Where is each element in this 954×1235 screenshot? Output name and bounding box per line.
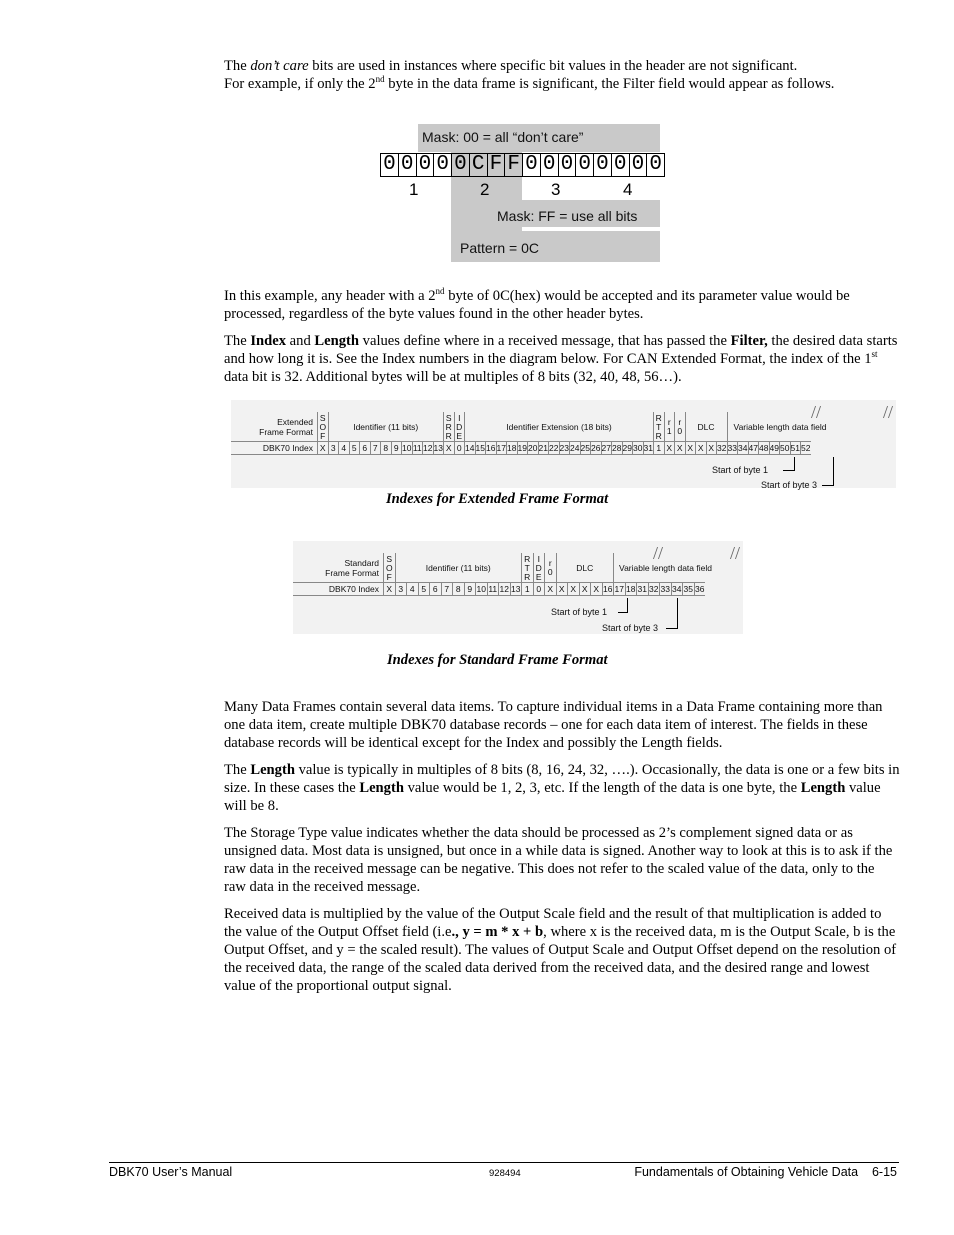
index-cell: 50 — [780, 443, 790, 453]
index-cell: 26 — [591, 443, 601, 453]
bold-formula: ., y = m * x + b — [451, 924, 544, 940]
index-cell: 35 — [683, 584, 693, 594]
index-cell: 11 — [412, 443, 422, 453]
index-cell: 4 — [406, 582, 418, 596]
index-cell: X — [383, 582, 395, 596]
ide-field: I D E — [533, 553, 545, 583]
text: bits are used in instances where specific bit values in the header are not significant. — [308, 58, 798, 74]
index-row — [293, 582, 705, 596]
index-cell: 30 — [633, 443, 643, 453]
dlc-field: DLC — [685, 412, 727, 442]
index-cell: X — [695, 441, 706, 455]
index-cell: X — [317, 441, 328, 455]
text: data bit is 32. Additional bytes will be at multiples of 8 bits (32, 40, 48, 56…). — [224, 369, 682, 385]
hex-digit-cell: C — [469, 153, 488, 177]
sof-field: S O F — [383, 553, 395, 583]
text: Many Data Frames contain several data items. To capture individual items in a Data Frame containing more than one data item, create multiple DBK70 database records – one for each data item of interest. The fields in these database records will be identical except for the Index and possibly the Length fields. — [224, 699, 883, 751]
identifier-extension-field: Identifier Extension (18 bits) — [464, 412, 653, 442]
index-cell: 12 — [499, 584, 509, 594]
index-cell: 29 — [622, 443, 632, 453]
hex-digit-cell: 0 — [593, 153, 612, 177]
index-cell: 16 — [603, 584, 613, 594]
footer-doc-number: 928494 — [489, 1168, 521, 1179]
callout-line — [627, 598, 628, 613]
pattern-label: Pattern = 0C — [460, 240, 539, 256]
index-cell: 14 — [465, 443, 475, 453]
emphasis-text: don’t care — [250, 58, 309, 74]
text: The Storage Type value indicates whether the data should be processed as 2’s complement signed data or as unsigned data. Most data is unsigned, but once in a while data is signed. Another way to look at this is to ask if the raw data in the received message can be negative. This does not refer to the scaled value of the data, only to the raw data in the received message. — [224, 825, 893, 895]
text: Received data is multiplied by the value of the Output Scale field and the result of that multiplication is added to the value of the Output Offset field (i.e — [224, 906, 882, 940]
hex-digit-cell: 0 — [433, 153, 452, 177]
index-cell: 15 — [475, 443, 485, 453]
index-cell: 31 — [643, 443, 653, 453]
break-mark: // — [811, 402, 822, 422]
text: value is typically in multiples of 8 bits (8, 16, 24, 32, ….). Occasionally, the data is one or a few bits in size. In these cases the — [224, 762, 900, 796]
index-cell: X — [685, 441, 696, 455]
r0-field: r 0 — [674, 412, 685, 442]
index-cell: 32 — [649, 584, 659, 594]
index-cell: 6 — [429, 582, 441, 596]
index-cell: 11 — [488, 584, 498, 594]
index-cell: 49 — [769, 443, 779, 453]
page-footer — [109, 1162, 899, 1179]
footer-section-page: Fundamentals of Obtaining Vehicle Data 6-15 — [634, 1165, 897, 1179]
index-cell: 13 — [511, 584, 521, 594]
text: byte of 0C(hex) would be accepted and its parameter value would be processed, regardless of the byte values found in the other header bytes. — [224, 288, 850, 322]
text: and — [286, 333, 315, 349]
index-cell: X — [544, 582, 556, 596]
index-cell: 22 — [549, 443, 559, 453]
index-cell: 34 — [738, 443, 748, 453]
srr-field: S R R — [443, 412, 454, 442]
hex-digit-cell: 0 — [451, 153, 470, 177]
index-cell: 8 — [452, 582, 464, 596]
text: For example, if only the 2 — [224, 76, 376, 92]
identifier-field: Identifier (11 bits) — [328, 412, 444, 442]
index-cell: 21 — [538, 443, 548, 453]
text: value would be 1, 2, 3, etc. If the length of the data is one byte, the — [403, 780, 801, 796]
callout-line — [794, 457, 795, 471]
example-paragraph — [224, 287, 900, 323]
field-header-row — [231, 412, 833, 442]
intro-paragraph — [224, 57, 900, 93]
break-mark: // — [730, 543, 741, 563]
index-cell: 0 — [533, 582, 545, 596]
byte-number-2: 2 — [480, 180, 490, 199]
index-cell: 20 — [528, 443, 538, 453]
index-cell: X — [567, 582, 579, 596]
superscript: nd — [375, 74, 385, 84]
index-cell: 25 — [580, 443, 590, 453]
index-row-label: DBK70 Index — [293, 582, 383, 596]
length-paragraph — [224, 761, 900, 815]
index-cell: 34 — [672, 584, 682, 594]
text: The — [224, 762, 251, 778]
r0-field: r 0 — [544, 553, 556, 583]
start-of-byte-3-label: Start of byte 3 — [761, 480, 818, 490]
index-cell: 5 — [349, 441, 360, 455]
index-cell: 31 — [637, 584, 647, 594]
frame-format-label: Standard Frame Format — [325, 558, 379, 578]
hex-digit-cell: 0 — [646, 153, 665, 177]
index-cell: 0 — [454, 441, 465, 455]
index-cell: 18 — [507, 443, 517, 453]
data-items-paragraph — [224, 698, 900, 752]
bold-text: Length — [314, 333, 360, 349]
hex-digit-cell: 0 — [380, 153, 399, 177]
variable-length-data-field: Variable length data field — [727, 412, 833, 442]
index-cell: 33 — [660, 584, 670, 594]
index-cell: 17 — [614, 584, 624, 594]
index-cell: 10 — [402, 443, 412, 453]
hex-digit-cell: 0 — [558, 153, 577, 177]
index-row — [231, 441, 811, 455]
index-cell: 5 — [418, 582, 430, 596]
index-cell: 7 — [370, 441, 381, 455]
superscript: nd — [435, 286, 445, 296]
index-cell: 4 — [338, 441, 349, 455]
index-cell: 51 — [790, 443, 800, 453]
text: The — [224, 58, 251, 74]
frame-format-label: Extended Frame Format — [259, 417, 313, 437]
variable-length-data-field: Variable length data field — [613, 553, 717, 583]
index-cell: 6 — [359, 441, 370, 455]
start-of-byte-1-label: Start of byte 1 — [712, 465, 769, 475]
index-length-paragraph — [224, 332, 900, 386]
start-of-byte-1-label: Start of byte 1 — [551, 607, 608, 617]
scale-offset-paragraph — [224, 905, 900, 995]
text: The — [224, 333, 251, 349]
bold-text: Length — [250, 762, 295, 778]
storage-type-paragraph — [224, 824, 900, 896]
index-cell: 12 — [423, 443, 433, 453]
hex-digit-cell: 0 — [629, 153, 648, 177]
index-cell: 32 — [717, 443, 727, 453]
sof-field: S O F — [317, 412, 328, 442]
rtr-field: R T R — [521, 553, 533, 583]
bold-text: Filter, — [730, 333, 768, 349]
index-cell: 1 — [653, 441, 664, 455]
index-cell: X — [590, 582, 602, 596]
rtr-field: R T R — [653, 412, 664, 442]
index-cell: 28 — [612, 443, 622, 453]
index-cell: X — [579, 582, 591, 596]
dlc-field: DLC — [556, 553, 614, 583]
byte-number-4: 4 — [623, 180, 633, 199]
standard-caption: Indexes for Standard Frame Format — [387, 652, 608, 668]
index-cell: 47 — [748, 443, 758, 453]
index-cell: 3 — [395, 582, 407, 596]
r1-field: r 1 — [664, 412, 675, 442]
index-cell: 52 — [801, 443, 811, 453]
bold-text: Index — [250, 333, 287, 349]
index-cell: 9 — [464, 582, 476, 596]
extended-caption: Indexes for Extended Frame Format — [386, 491, 609, 507]
index-cell: 16 — [486, 443, 496, 453]
index-cell: X — [664, 441, 675, 455]
hex-digit-cell: F — [504, 153, 523, 177]
start-of-byte-3-label: Start of byte 3 — [602, 623, 659, 633]
hex-digit-cell: 0 — [398, 153, 417, 177]
index-cell: 27 — [601, 443, 611, 453]
text: the desired data starts and how long it is. See the Index numbers in the diagram below. For CAN Extended Format, the index of the 1 — [224, 333, 898, 367]
index-cell: X — [674, 441, 685, 455]
index-cell: X — [556, 582, 568, 596]
superscript: st — [871, 349, 878, 359]
index-cell: 18 — [626, 584, 636, 594]
extended-frame-table — [231, 400, 896, 490]
index-row-label: DBK70 Index — [231, 441, 317, 455]
index-cell: 48 — [759, 443, 769, 453]
text: byte in the data frame is significant, the Filter field would appear as follows. — [384, 76, 835, 92]
callout-line — [833, 457, 834, 486]
index-cell: X — [706, 441, 717, 455]
hex-digit-cell: 0 — [575, 153, 594, 177]
hex-digit-cell: 0 — [540, 153, 559, 177]
standard-frame-table — [293, 541, 743, 636]
index-cell: 23 — [559, 443, 569, 453]
filter-mask-diagram — [380, 124, 664, 264]
footer-manual-title: DBK70 User’s Manual — [109, 1165, 233, 1179]
hex-digit-cell: 0 — [416, 153, 435, 177]
text: values define where in a received message, that has passed the — [359, 333, 731, 349]
index-cell: X — [443, 441, 454, 455]
index-cell: 8 — [380, 441, 391, 455]
index-cell: 13 — [433, 443, 443, 453]
break-mark: // — [883, 402, 894, 422]
identifier-field: Identifier (11 bits) — [395, 553, 522, 583]
callout-line — [677, 598, 678, 629]
maskff-label: Mask: FF = use all bits — [497, 208, 638, 224]
bold-text: Length — [800, 780, 846, 796]
index-cell: 7 — [441, 582, 453, 596]
index-cell: 24 — [570, 443, 580, 453]
break-mark: // — [653, 543, 664, 563]
index-cell: 1 — [521, 582, 533, 596]
byte-number-3: 3 — [551, 180, 561, 199]
hex-digit-cell: 0 — [611, 153, 630, 177]
index-cell: 17 — [496, 443, 506, 453]
hex-digit-cell: 0 — [522, 153, 541, 177]
index-cell: 19 — [517, 443, 527, 453]
text: In this example, any header with a 2 — [224, 288, 436, 304]
index-cell: 10 — [476, 584, 486, 594]
text: , where x is the received data, m is the Output Scale, b is the Output Offset, and y = the scaled result). The values of Output Scale and Output Offset depend on the resolution of the received data, the range of the scaled data derived from the received data, and the desired range and lowest value of the proportional output signal. — [224, 924, 897, 994]
index-cell: 3 — [328, 441, 339, 455]
index-cell: 9 — [391, 441, 402, 455]
index-cell: 33 — [727, 443, 737, 453]
mask00-label: Mask: 00 = all “don’t care” — [422, 129, 584, 145]
hex-filter-row — [380, 153, 664, 177]
index-cell: 36 — [695, 584, 705, 594]
byte-number-1: 1 — [409, 180, 419, 199]
hex-digit-cell: F — [487, 153, 506, 177]
bold-text: Length — [359, 780, 404, 796]
text: value will be 8. — [224, 780, 881, 814]
ide-field: I D E — [454, 412, 465, 442]
